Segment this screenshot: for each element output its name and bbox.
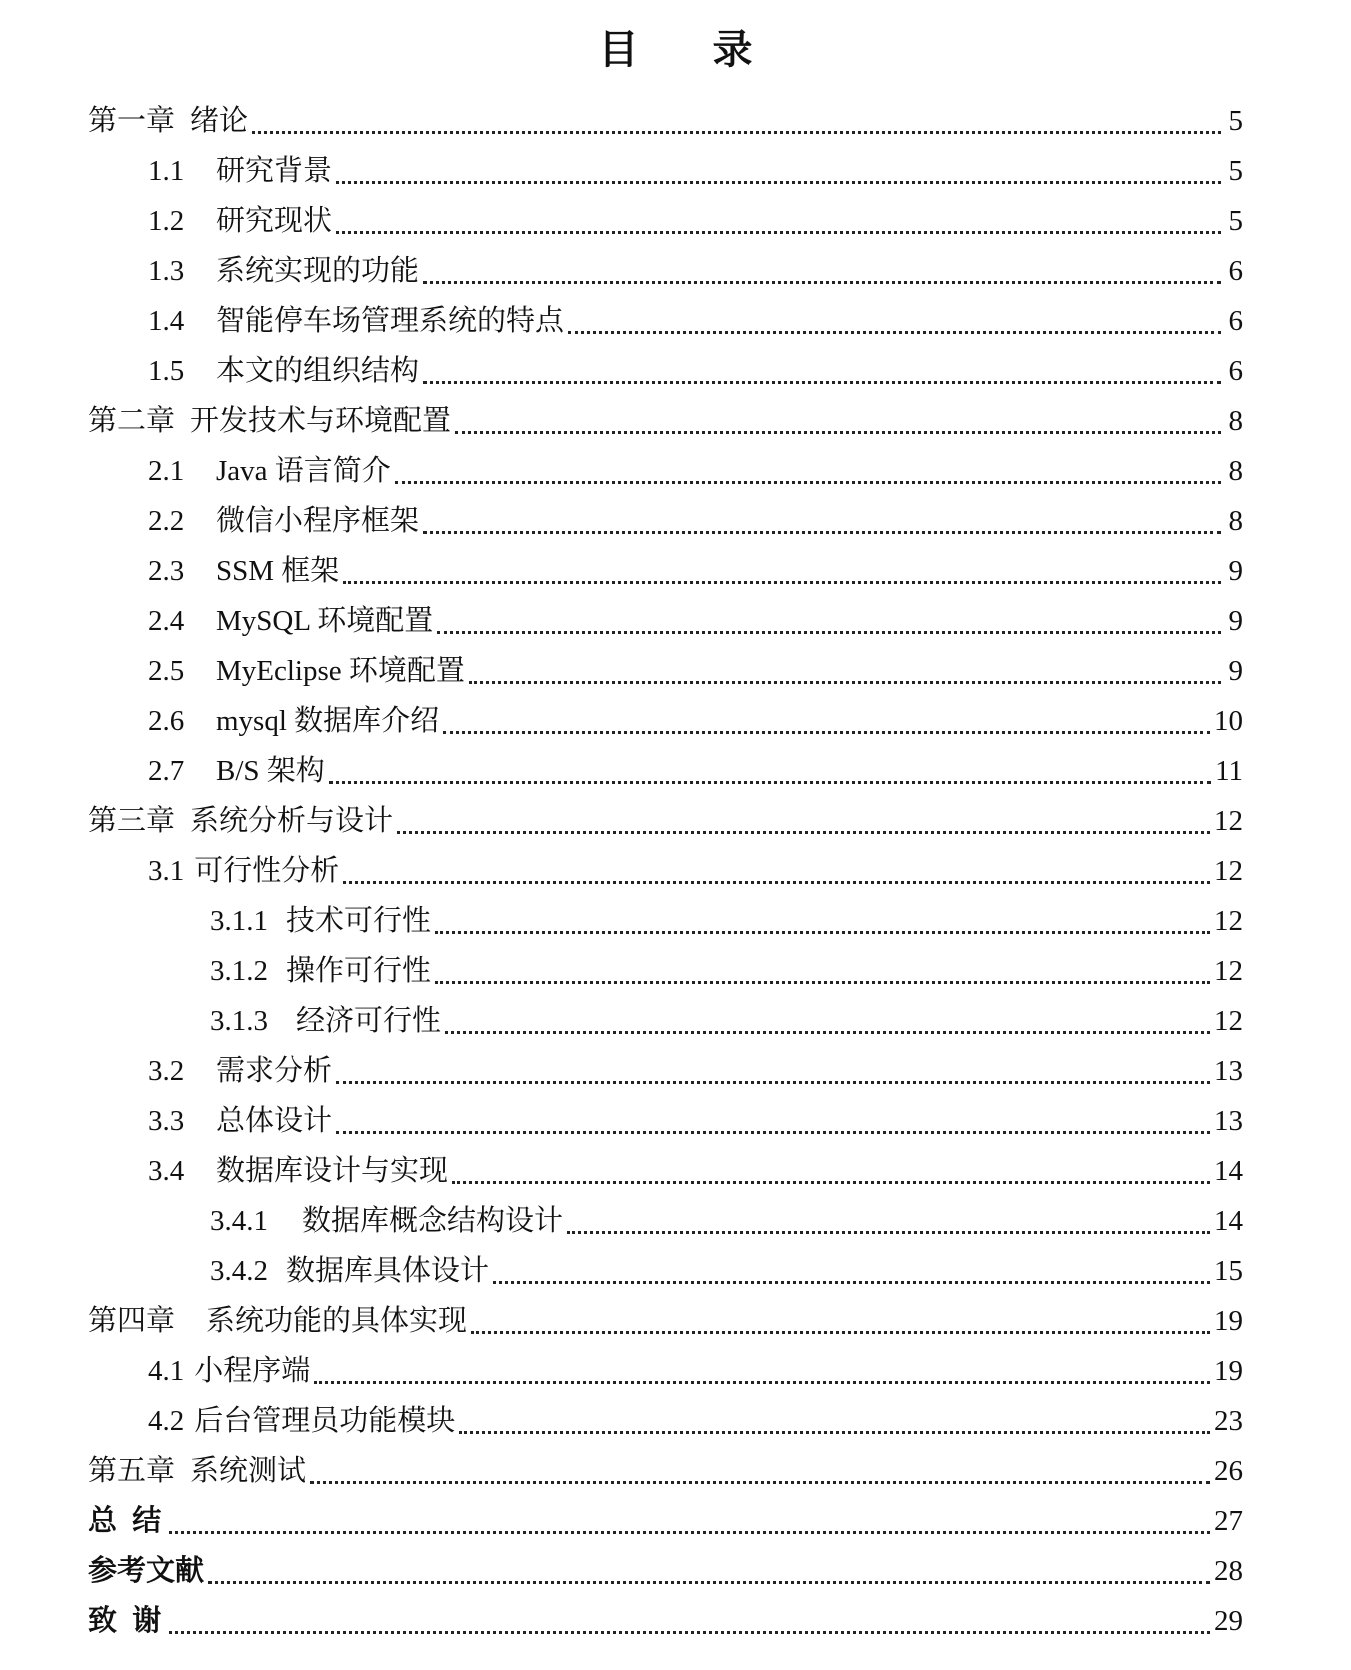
dot-leader (343, 581, 1221, 584)
toc-entry-text: 经济可行性 (296, 1005, 442, 1037)
dot-leader (445, 1031, 1210, 1034)
toc-entry-page: 14 (1214, 1155, 1243, 1187)
toc-entry-text: 总体设计 (216, 1105, 333, 1137)
toc-entry-label (88, 796, 393, 846)
toc-entry[interactable] (88, 1096, 1243, 1146)
toc-entry-text: 系统测试 (190, 1455, 307, 1487)
toc-entry-page: 8 (1228, 455, 1243, 487)
toc-entry-page: 12 (1214, 955, 1243, 987)
dot-leader (435, 931, 1210, 934)
toc-entry[interactable] (88, 1346, 1243, 1396)
toc-entry-text: 微信小程序框架 (216, 505, 420, 537)
toc-entry-text: 小程序端 (194, 1355, 311, 1387)
toc-entry-label (148, 846, 339, 896)
toc-entry[interactable] (88, 896, 1243, 946)
dot-leader (169, 1531, 1210, 1534)
toc-entry-text: 研究现状 (216, 205, 333, 237)
toc-entry-label (148, 196, 332, 246)
toc-entry-label (148, 696, 439, 746)
toc-entry-label (148, 1096, 332, 1146)
toc-entry-text: 后台管理员功能模块 (194, 1405, 456, 1437)
toc-entry[interactable] (88, 646, 1243, 696)
toc-entry-label (148, 496, 419, 546)
toc-entry-text: 系统实现的功能 (216, 255, 420, 287)
toc-entry-page: 5 (1228, 155, 1243, 187)
toc-entry-label (148, 596, 433, 646)
toc-entry-text: 智能停车场管理系统的特点 (216, 305, 565, 337)
toc-entry-number: 3.1.2 (210, 955, 268, 987)
toc-entry-text: B/S 架构 (216, 755, 325, 787)
toc-entry-number: 2.5 (148, 655, 185, 687)
dot-leader (435, 981, 1210, 984)
toc-entry-page: 5 (1228, 105, 1243, 137)
toc-entry-page: 6 (1228, 255, 1243, 287)
toc-entry-number: 2.3 (148, 555, 185, 587)
toc-entry-number: 2.2 (148, 505, 185, 537)
toc-entry-label (148, 346, 419, 396)
toc-entry-label (148, 446, 391, 496)
toc-entry-page: 6 (1228, 355, 1243, 387)
toc-entry-text: SSM 框架 (216, 555, 340, 587)
toc-entry-page: 11 (1215, 755, 1243, 787)
toc-entry[interactable] (88, 746, 1243, 796)
toc-entry[interactable] (88, 1446, 1243, 1496)
toc-entry-number: 第三章 (88, 805, 176, 837)
toc-entry-label (88, 396, 451, 446)
dot-leader (437, 631, 1221, 634)
toc-entry[interactable] (88, 346, 1243, 396)
dot-leader (336, 1081, 1210, 1084)
toc-entry-label (148, 1396, 455, 1446)
toc-entry[interactable] (88, 546, 1243, 596)
toc-entry[interactable] (88, 1496, 1243, 1546)
toc-entry-page: 23 (1214, 1405, 1243, 1437)
toc-entry-label (210, 896, 431, 946)
toc-entry-text: 操作可行性 (286, 955, 432, 987)
toc-entry-text: 总 结 (88, 1505, 166, 1537)
dot-leader (208, 1581, 1210, 1584)
toc-entry-page: 14 (1214, 1205, 1243, 1237)
toc-entry-label (148, 246, 419, 296)
toc-entry-label (88, 1596, 165, 1646)
dot-leader (471, 1331, 1210, 1334)
toc-entry-page: 9 (1228, 655, 1243, 687)
toc-entry-page: 10 (1214, 705, 1243, 737)
toc-entry[interactable] (88, 246, 1243, 296)
toc-entry-label (148, 296, 564, 346)
toc-entry-label (148, 1146, 448, 1196)
dot-leader (567, 1231, 1210, 1234)
toc-entry-page: 13 (1214, 1055, 1243, 1087)
toc-entry[interactable] (88, 1196, 1243, 1246)
toc-entry[interactable] (88, 1246, 1243, 1296)
toc-entry-number: 1.1 (148, 155, 185, 187)
toc-entry-page: 29 (1214, 1605, 1243, 1637)
toc-entry-text: MySQL 环境配置 (216, 605, 434, 637)
dot-leader (169, 1631, 1210, 1634)
toc-entry-number: 第一章 (88, 105, 176, 137)
toc-list (88, 96, 1243, 1646)
toc-entry-page: 12 (1214, 905, 1243, 937)
toc-entry-number: 3.4 (148, 1155, 185, 1187)
toc-entry-number: 4.2 (148, 1405, 185, 1437)
toc-entry-text: 本文的组织结构 (216, 355, 420, 387)
toc-entry-page: 19 (1214, 1355, 1243, 1387)
toc-entry[interactable] (88, 696, 1243, 746)
toc-entry-label (148, 146, 332, 196)
toc-entry-page: 12 (1214, 805, 1243, 837)
toc-entry-label (210, 1196, 563, 1246)
toc-entry-text: 技术可行性 (286, 905, 432, 937)
toc-entry[interactable] (88, 446, 1243, 496)
toc-entry[interactable] (88, 1046, 1243, 1096)
toc-entry-page: 8 (1228, 505, 1243, 537)
dot-leader (395, 481, 1221, 484)
toc-entry-number: 3.4.1 (210, 1205, 268, 1237)
toc-entry[interactable] (88, 1596, 1243, 1646)
dot-leader (336, 181, 1221, 184)
toc-entry-text: 需求分析 (216, 1055, 333, 1087)
dot-leader (343, 881, 1210, 884)
toc-entry-text: 可行性分析 (194, 855, 340, 887)
toc-entry[interactable] (88, 396, 1243, 446)
toc-entry-number: 第四章 (88, 1305, 176, 1337)
toc-entry-text: 致 谢 (88, 1605, 166, 1637)
dot-leader (459, 1431, 1210, 1434)
toc-entry-page: 9 (1228, 605, 1243, 637)
toc-entry-page: 12 (1214, 1005, 1243, 1037)
toc-entry-text: 研究背景 (216, 155, 333, 187)
toc-entry-page: 28 (1214, 1555, 1243, 1587)
toc-entry[interactable] (88, 96, 1243, 146)
dot-leader (397, 831, 1210, 834)
toc-entry-number: 第二章 (88, 405, 176, 437)
toc-entry-label (148, 646, 465, 696)
toc-entry-number: 3.1.3 (210, 1005, 268, 1037)
dot-leader (310, 1481, 1210, 1484)
toc-entry[interactable] (88, 496, 1243, 546)
toc-entry-label (210, 946, 431, 996)
toc-entry-number: 1.2 (148, 205, 185, 237)
toc-entry-number: 3.4.2 (210, 1255, 268, 1287)
dot-leader (469, 681, 1221, 684)
toc-entry-label (210, 996, 441, 1046)
dot-leader (493, 1281, 1210, 1284)
toc-entry-text: 开发技术与环境配置 (190, 405, 452, 437)
toc-entry-number: 3.2 (148, 1055, 185, 1087)
toc-entry-number: 第五章 (88, 1455, 176, 1487)
toc-entry-text: Java 语言简介 (216, 455, 391, 487)
toc-entry[interactable] (88, 996, 1243, 1046)
toc-entry-text: 绪论 (190, 105, 249, 137)
toc-entry[interactable] (88, 1146, 1243, 1196)
toc-entry-text: 数据库设计与实现 (216, 1155, 449, 1187)
toc-entry-number: 2.4 (148, 605, 185, 637)
toc-entry-label (88, 1446, 306, 1496)
toc-entry-label (88, 1296, 467, 1346)
toc-entry-label (148, 746, 325, 796)
toc-entry-text: 参考文献 (88, 1555, 205, 1587)
toc-entry-page: 9 (1228, 555, 1243, 587)
toc-entry-text: 系统分析与设计 (190, 805, 394, 837)
dot-leader (568, 331, 1221, 334)
toc-entry[interactable] (88, 296, 1243, 346)
dot-leader (455, 431, 1221, 434)
dot-leader (452, 1181, 1210, 1184)
toc-entry-label (148, 1346, 310, 1396)
toc-entry-text: 系统功能的具体实现 (206, 1305, 468, 1337)
toc-entry-text: MyEclipse 环境配置 (216, 655, 465, 687)
toc-entry-label (88, 1546, 204, 1596)
dot-leader (314, 1381, 1210, 1384)
toc-title: 目 录 (598, 26, 783, 73)
toc-entry[interactable] (88, 196, 1243, 246)
toc-entry-number: 2.6 (148, 705, 185, 737)
toc-entry-page: 5 (1228, 205, 1243, 237)
dot-leader (336, 231, 1221, 234)
toc-entry-number: 1.4 (148, 305, 185, 337)
toc-entry-text: 数据库概念结构设计 (302, 1205, 564, 1237)
toc-entry-page: 19 (1214, 1305, 1243, 1337)
toc-entry-number: 3.1 (148, 855, 185, 887)
toc-entry-page: 15 (1214, 1255, 1243, 1287)
toc-entry-page: 13 (1214, 1105, 1243, 1137)
toc-entry-text: 数据库具体设计 (286, 1255, 490, 1287)
toc-entry-number: 2.7 (148, 755, 185, 787)
toc-entry-text: mysql 数据库介绍 (216, 705, 440, 737)
dot-leader (252, 131, 1221, 134)
toc-entry-page: 8 (1228, 405, 1243, 437)
toc-entry[interactable] (88, 1396, 1243, 1446)
toc-entry-page: 6 (1228, 305, 1243, 337)
toc-entry[interactable] (88, 846, 1243, 896)
toc-entry[interactable] (88, 946, 1243, 996)
toc-entry-page: 27 (1214, 1505, 1243, 1537)
toc-entry-label (210, 1246, 489, 1296)
toc-entry[interactable] (88, 596, 1243, 646)
toc-entry-number: 4.1 (148, 1355, 185, 1387)
toc-entry[interactable] (88, 1546, 1243, 1596)
toc-entry-label (88, 1496, 165, 1546)
toc-entry[interactable] (88, 796, 1243, 846)
toc-entry-number: 1.3 (148, 255, 185, 287)
toc-entry-label (88, 96, 248, 146)
toc-entry-page: 26 (1214, 1455, 1243, 1487)
dot-leader (423, 381, 1221, 384)
toc-entry-label (148, 1046, 332, 1096)
dot-leader (423, 281, 1221, 284)
toc-entry-label (148, 546, 339, 596)
dot-leader (443, 731, 1210, 734)
toc-entry-page: 12 (1214, 855, 1243, 887)
dot-leader (329, 781, 1211, 784)
toc-entry-number: 1.5 (148, 355, 185, 387)
dot-leader (423, 531, 1221, 534)
toc-entry[interactable] (88, 146, 1243, 196)
toc-entry-number: 2.1 (148, 455, 185, 487)
toc-entry-number: 3.1.1 (210, 905, 268, 937)
toc-entry[interactable] (88, 1296, 1243, 1346)
toc-entry-number: 3.3 (148, 1105, 185, 1137)
dot-leader (336, 1131, 1210, 1134)
